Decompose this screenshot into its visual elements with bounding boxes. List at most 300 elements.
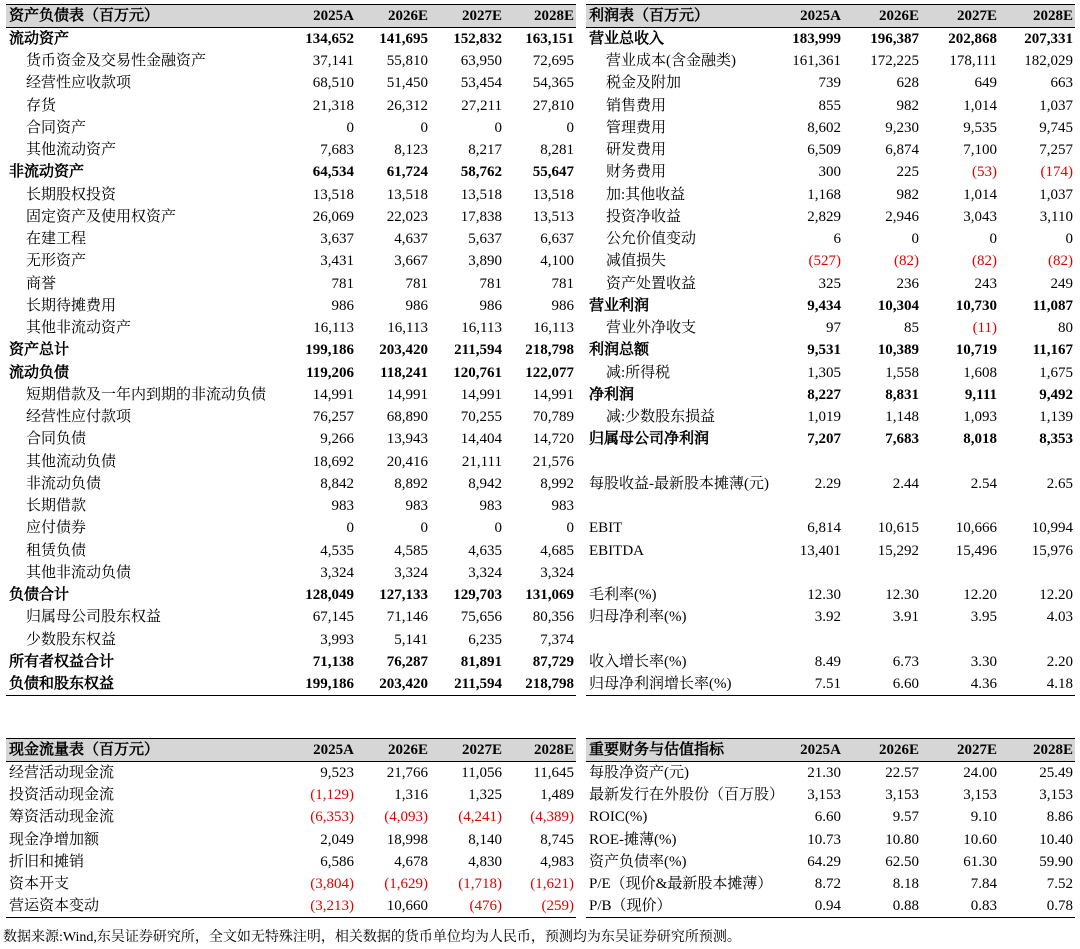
value-cell: (53): [972, 164, 997, 181]
table-row: [6, 50, 576, 72]
table-row: [6, 206, 576, 228]
table-row: [6, 895, 576, 918]
value-cell: 0.83: [921, 895, 999, 918]
value-cell: 8,217: [468, 142, 502, 159]
value-cell: [763, 629, 843, 651]
value-cell: (4,093): [384, 809, 428, 826]
value-cell: 4,585: [394, 542, 428, 559]
value-cell: 15,976: [1031, 542, 1073, 559]
value-cell: 16,113: [533, 320, 574, 337]
value-cell: 8,281: [540, 142, 574, 159]
table-row: [586, 851, 1075, 873]
value-cell: 10,666: [955, 520, 997, 537]
value-cell: (6,353): [310, 809, 354, 826]
value-cell: 10,719: [955, 342, 997, 359]
value-cell: 12.20: [963, 587, 997, 604]
table-row: [6, 806, 576, 828]
row-label: EBIT: [589, 520, 623, 537]
value-cell: 14,991: [460, 386, 502, 403]
value-cell: 6.60: [843, 673, 921, 696]
value-cell: 855: [818, 97, 841, 114]
value-cell: 3,324: [394, 564, 428, 581]
row-label: 货币资金及交易性金融资产: [26, 53, 207, 70]
value-cell: 1,168: [807, 186, 841, 203]
table-row: [586, 540, 1075, 562]
value-cell: 80: [1058, 320, 1073, 337]
cash-flow-table: [6, 738, 576, 918]
table-row: [6, 228, 576, 250]
value-cell: 13,943: [386, 431, 428, 448]
value-cell: 203,420: [379, 342, 428, 359]
value-cell: (82): [894, 253, 919, 270]
row-label: 负债和股东权益: [6, 673, 268, 696]
value-cell: 7,257: [1039, 142, 1073, 159]
row-label: 经营性应收款项: [26, 75, 132, 92]
key-metrics-table: [586, 738, 1075, 918]
value-cell: 64,534: [312, 164, 354, 181]
row-label: 投资活动现金流: [9, 787, 115, 804]
row-label: 资产总计: [9, 342, 70, 359]
row-label: 应付债券: [26, 520, 87, 537]
value-cell: 9.57: [892, 809, 919, 826]
row-label: 研发费用: [606, 142, 667, 159]
value-cell: 1,608: [963, 364, 997, 381]
value-cell: 3.92: [814, 609, 841, 626]
row-label: 归属母公司净利润: [589, 431, 710, 448]
value-cell: (82): [972, 253, 997, 270]
value-cell: 203,420: [356, 673, 430, 696]
year-header: 2028E: [999, 739, 1075, 762]
row-label: 筹资活动现金流: [9, 809, 115, 826]
table-body: [586, 762, 1075, 918]
value-cell: 85: [904, 320, 919, 337]
value-cell: 63,950: [460, 53, 502, 70]
table-row: [586, 273, 1075, 295]
value-cell: 58,762: [460, 164, 502, 181]
value-cell: (1,129): [310, 787, 354, 804]
value-cell: 21,318: [312, 97, 354, 114]
value-cell: 9,434: [807, 297, 841, 314]
value-cell: 119,206: [306, 364, 354, 381]
value-cell: 4.18: [999, 673, 1075, 696]
value-cell: 16,113: [313, 320, 354, 337]
value-cell: 10.40: [1039, 831, 1073, 848]
value-cell: 8.18: [892, 876, 919, 893]
value-cell: 183,999: [792, 31, 841, 47]
value-cell: 0: [566, 520, 574, 537]
value-cell: 68,510: [312, 75, 354, 92]
value-cell: 75,656: [460, 609, 502, 626]
row-label: 所有者权益合计: [9, 653, 115, 670]
year-header: 2025A: [763, 739, 843, 762]
value-cell: 0: [989, 231, 997, 248]
value-cell: 3,043: [963, 208, 997, 225]
value-cell: 9,111: [964, 386, 997, 403]
value-cell: 7.51: [763, 673, 843, 696]
value-cell: 8,992: [540, 475, 574, 492]
table-row: [6, 762, 576, 785]
value-cell: 781: [405, 275, 428, 292]
value-cell: (259): [504, 895, 576, 918]
value-cell: 12.30: [885, 587, 919, 604]
year-header: 2026E: [843, 739, 921, 762]
row-label: 公允价值变动: [606, 231, 697, 248]
value-cell: 13,513: [532, 208, 574, 225]
value-cell: 6,874: [885, 142, 919, 159]
row-label: 减:所得税: [606, 364, 671, 381]
value-cell: 0: [420, 119, 428, 136]
value-cell: 11,056: [461, 765, 502, 781]
value-cell: 152,832: [453, 31, 502, 47]
row-label: [586, 562, 763, 584]
value-cell: 3.95: [970, 609, 997, 626]
value-cell: 26,312: [386, 97, 428, 114]
value-cell: 199,186: [268, 673, 356, 696]
table-row: [6, 562, 576, 584]
value-cell: 22,023: [386, 208, 428, 225]
value-cell: (174): [1040, 164, 1073, 181]
value-cell: 55,810: [386, 53, 428, 70]
value-cell: 9,230: [885, 119, 919, 136]
value-cell: 24.00: [963, 765, 997, 781]
value-cell: 986: [405, 297, 428, 314]
value-cell: 2.54: [970, 475, 997, 492]
value-cell: 649: [974, 75, 997, 92]
value-cell: 2,049: [320, 831, 354, 848]
value-cell: 1,148: [885, 409, 919, 426]
value-cell: 26,069: [312, 208, 354, 225]
value-cell: 64.29: [807, 853, 841, 870]
value-cell: 2,829: [807, 208, 841, 225]
row-label: 负债合计: [9, 587, 70, 604]
value-cell: 3,153: [963, 787, 997, 804]
value-cell: 202,868: [948, 31, 997, 47]
value-cell: 13,518: [460, 186, 502, 203]
row-label: 毛利率(%): [589, 587, 657, 604]
value-cell: 986: [551, 297, 574, 314]
table-row: [586, 606, 1075, 628]
row-label: 营业利润: [589, 297, 650, 314]
value-cell: 14,404: [460, 431, 502, 448]
table-row: [586, 651, 1075, 673]
year-header: 2025A: [268, 739, 356, 762]
value-cell: 3,431: [320, 253, 354, 270]
table-row: [586, 473, 1075, 495]
value-cell: (3,213): [268, 895, 356, 918]
value-cell: 129,703: [453, 587, 502, 604]
value-cell: 8,892: [394, 475, 428, 492]
value-cell: 0: [911, 231, 919, 248]
year-header: 2027E: [921, 5, 999, 28]
value-cell: 4,535: [320, 542, 354, 559]
value-cell: 8,123: [394, 142, 428, 159]
row-label: 财务费用: [606, 164, 667, 181]
value-cell: 4,678: [394, 853, 428, 870]
value-cell: 8,140: [468, 831, 502, 848]
table-row: [6, 517, 576, 539]
row-label: 加:其他收益: [606, 186, 686, 203]
value-cell: [763, 495, 843, 517]
value-cell: 127,133: [379, 587, 428, 604]
table-row: [6, 606, 576, 628]
year-header: 2028E: [999, 5, 1075, 28]
row-label: 合同负债: [26, 431, 87, 448]
value-cell: 87,729: [532, 653, 574, 670]
table-row: [6, 873, 576, 895]
value-cell: 71,138: [312, 653, 354, 670]
value-cell: 211,594: [430, 673, 504, 696]
value-cell: 8,353: [1039, 431, 1073, 448]
table-row: [586, 873, 1075, 895]
table-row: [586, 139, 1075, 161]
row-label: 在建工程: [26, 231, 87, 248]
value-cell: 18,692: [312, 453, 354, 470]
row-label: 其他流动负债: [26, 453, 117, 470]
value-cell: 2.44: [892, 475, 919, 492]
value-cell: 982: [896, 186, 919, 203]
value-cell: 1,489: [540, 787, 574, 804]
value-cell: (11): [972, 320, 997, 337]
value-cell: 325: [818, 275, 841, 292]
value-cell: 8.86: [1046, 809, 1073, 826]
value-cell: 2.65: [1046, 475, 1073, 492]
value-cell: 781: [331, 275, 354, 292]
value-cell: 7,100: [963, 142, 997, 159]
table-row: [586, 228, 1075, 250]
value-cell: [843, 495, 921, 517]
value-cell: 8,842: [320, 475, 354, 492]
row-label: 固定资产及使用权资产: [26, 208, 177, 225]
table-body: [6, 28, 576, 696]
spacer-row: [586, 451, 1075, 473]
year-header: 2026E: [356, 5, 430, 28]
year-header: 2027E: [430, 5, 504, 28]
year-header: 2028E: [504, 739, 576, 762]
row-label: 长期借款: [26, 498, 87, 515]
value-cell: 218,798: [504, 673, 576, 696]
table-row: [586, 295, 1075, 317]
value-cell: 37,141: [312, 53, 354, 70]
value-cell: 2,946: [885, 208, 919, 225]
value-cell: 10,389: [877, 342, 919, 359]
value-cell: 7.52: [1046, 876, 1073, 893]
row-label: 非流动资产: [9, 164, 85, 181]
table-row: [6, 362, 576, 384]
table-row: [6, 851, 576, 873]
value-cell: 6,586: [320, 853, 354, 870]
row-label: 投资净收益: [606, 208, 682, 225]
value-cell: 6,235: [468, 631, 502, 648]
value-cell: 249: [1050, 275, 1073, 292]
spacer-row: [586, 562, 1075, 584]
year-header: 2026E: [356, 739, 430, 762]
value-cell: 983: [479, 498, 502, 515]
value-cell: 1,014: [963, 97, 997, 114]
year-header: 2028E: [504, 5, 576, 28]
row-label: 少数股东权益: [26, 631, 117, 648]
table-row: [6, 72, 576, 94]
value-cell: 10,730: [955, 297, 997, 314]
table-title: 重要财务与估值指标: [586, 739, 763, 762]
value-cell: 13,401: [799, 542, 841, 559]
value-cell: 5,141: [394, 631, 428, 648]
value-cell: 11,167: [1032, 342, 1073, 359]
value-cell: 982: [896, 97, 919, 114]
value-cell: 178,111: [949, 53, 997, 70]
value-cell: 10.80: [885, 831, 919, 848]
row-label: 其他非流动资产: [26, 320, 132, 337]
value-cell: 14,720: [532, 431, 574, 448]
value-cell: 1,037: [1039, 97, 1073, 114]
table-row: [586, 362, 1075, 384]
value-cell: 1,316: [394, 787, 428, 804]
value-cell: 128,049: [305, 587, 354, 604]
value-cell: 21,111: [461, 453, 502, 470]
row-label: 归母净利率(%): [589, 609, 687, 626]
table-row: [6, 406, 576, 428]
value-cell: 15,292: [877, 542, 919, 559]
value-cell: 12.20: [1039, 587, 1073, 604]
table-row: [6, 673, 576, 696]
year-header: 2027E: [430, 739, 504, 762]
value-cell: [921, 451, 999, 473]
value-cell: 8,018: [963, 431, 997, 448]
value-cell: 8,745: [540, 831, 574, 848]
value-cell: (527): [808, 253, 841, 270]
value-cell: 6,637: [540, 231, 574, 248]
row-label: ROE-摊薄(%): [589, 831, 677, 848]
value-cell: 14,991: [532, 386, 574, 403]
value-cell: 5,637: [468, 231, 502, 248]
value-cell: 663: [1050, 75, 1073, 92]
table-body: [586, 28, 1075, 696]
value-cell: 983: [331, 498, 354, 515]
value-cell: 51,450: [386, 75, 428, 92]
year-header: 2025A: [763, 5, 843, 28]
value-cell: 11,087: [1032, 297, 1073, 314]
table-row: [6, 428, 576, 450]
row-label: ROIC(%): [589, 809, 648, 826]
row-label: 存货: [26, 97, 57, 114]
row-label: 减:少数股东损益: [606, 409, 716, 426]
value-cell: 59.90: [1039, 853, 1073, 870]
value-cell: 1,037: [1039, 186, 1073, 203]
value-cell: 211,594: [454, 342, 502, 359]
value-cell: 81,891: [460, 653, 502, 670]
table-row: [586, 673, 1075, 696]
value-cell: 986: [331, 297, 354, 314]
value-cell: 14,991: [312, 386, 354, 403]
value-cell: 0: [566, 119, 574, 136]
table-row: [6, 495, 576, 517]
value-cell: 71,146: [386, 609, 428, 626]
value-cell: 1,019: [807, 409, 841, 426]
table-row: [586, 28, 1075, 51]
value-cell: (1,718): [458, 876, 502, 893]
row-label: 销售费用: [606, 97, 667, 114]
value-cell: 218,798: [525, 342, 574, 359]
value-cell: 9,492: [1039, 386, 1073, 403]
value-cell: 54,365: [532, 75, 574, 92]
table-row: [6, 28, 576, 51]
value-cell: 1,093: [963, 409, 997, 426]
table-row: [586, 517, 1075, 539]
row-label: EBITDA: [589, 542, 644, 559]
value-cell: 10,304: [877, 297, 919, 314]
value-cell: 4,100: [540, 253, 574, 270]
row-label: 税金及附加: [606, 75, 682, 92]
value-cell: 3,324: [540, 564, 574, 581]
table-row: [6, 184, 576, 206]
value-cell: 21.30: [807, 765, 841, 781]
value-cell: 62.50: [885, 853, 919, 870]
value-cell: 0: [494, 119, 502, 136]
value-cell: 1,014: [963, 186, 997, 203]
value-cell: 21,766: [386, 765, 428, 781]
table-row: [586, 184, 1075, 206]
table-row: [586, 339, 1075, 361]
row-label: 经营活动现金流: [9, 765, 115, 781]
row-label: [586, 495, 763, 517]
value-cell: 141,695: [379, 31, 428, 47]
row-label: 商誉: [26, 275, 57, 292]
value-cell: 6.73: [892, 653, 919, 670]
value-cell: [999, 495, 1075, 517]
row-label: 长期待摊费用: [26, 297, 117, 314]
row-label: 现金净增加额: [9, 831, 100, 848]
value-cell: 207,331: [1024, 31, 1073, 47]
value-cell: 739: [818, 75, 841, 92]
row-label: 每股收益-最新股本摊薄(元): [589, 475, 769, 492]
spacer-row: [586, 495, 1075, 517]
value-cell: 76,257: [312, 409, 354, 426]
row-label: 减值损失: [606, 253, 667, 270]
value-cell: (476): [430, 895, 504, 918]
value-cell: (1,621): [530, 876, 574, 893]
row-label: P/E（现价&最新股本摊薄）: [589, 876, 773, 893]
value-cell: 4,830: [468, 853, 502, 870]
value-cell: 97: [826, 320, 841, 337]
row-label: P/B（现价）: [586, 895, 763, 918]
table-row: [586, 829, 1075, 851]
value-cell: 0: [420, 520, 428, 537]
table-row: [6, 829, 576, 851]
row-label: 资产处置收益: [606, 275, 697, 292]
value-cell: 3,637: [320, 231, 354, 248]
value-cell: 10,660: [356, 895, 430, 918]
value-cell: 120,761: [453, 364, 502, 381]
value-cell: 3,667: [394, 253, 428, 270]
row-label: [586, 629, 763, 651]
value-cell: 7,374: [540, 631, 574, 648]
row-label: 归属母公司股东权益: [26, 609, 162, 626]
year-header: 2026E: [843, 5, 921, 28]
row-label: 利润总额: [589, 342, 650, 359]
value-cell: 225: [896, 164, 919, 181]
table-row: [586, 806, 1075, 828]
value-cell: 781: [551, 275, 574, 292]
value-cell: 9.10: [970, 809, 997, 826]
value-cell: 16,113: [461, 320, 502, 337]
value-cell: 3,324: [468, 564, 502, 581]
row-label: 资本开支: [9, 876, 70, 893]
value-cell: 3.30: [970, 653, 997, 670]
table-row: [6, 95, 576, 117]
value-cell: 134,652: [305, 31, 354, 47]
value-cell: 236: [896, 275, 919, 292]
row-label: [586, 451, 763, 473]
table-header-row: [6, 739, 576, 762]
